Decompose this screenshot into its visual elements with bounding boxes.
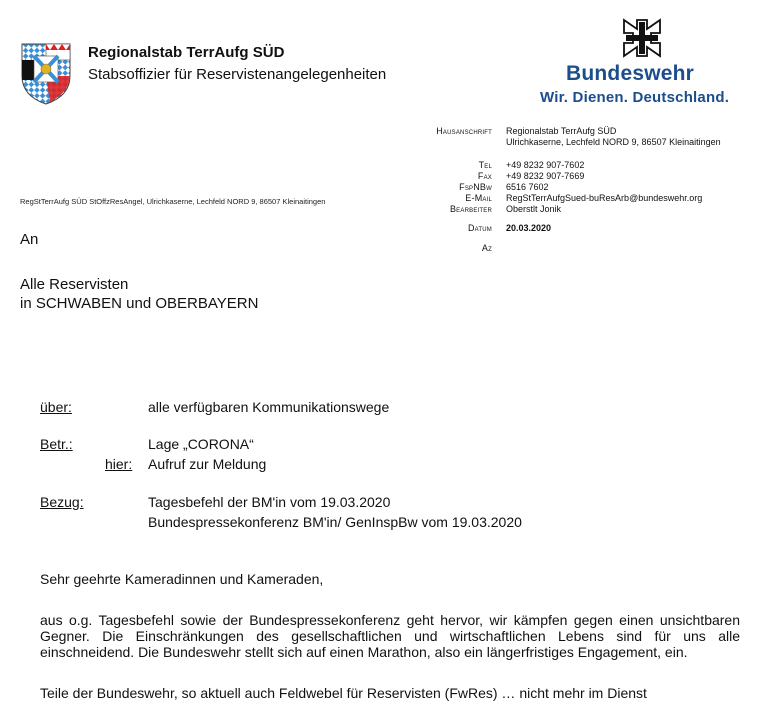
tel-label: Tel: [478, 160, 492, 170]
az-label: Az: [481, 243, 492, 253]
addressee-prefix: An: [20, 231, 39, 248]
bearbeiter-value: Oberstlt Jonik: [506, 204, 562, 214]
fax-value: +49 8232 907-7669: [506, 171, 585, 181]
hier-label: hier:: [105, 456, 133, 472]
iron-cross-icon: [620, 16, 664, 60]
hausanschrift-line-2: Ulrichkaserne, Lechfeld NORD 9, 86507 Kleinaitingen: [506, 137, 721, 147]
hausanschrift-line-1: Regionalstab TerrAufg SÜD: [506, 126, 617, 136]
addressee-line-1: Alle Reservisten: [20, 276, 129, 293]
sender-address-line: RegStTerrAufg SÜD StOffzResAngel, Ulrichkaserne, Lechfeld NORD 9, 86507 Kleinaitingen: [20, 197, 326, 206]
brand-slogan: Wir. Dienen. Deutschland.: [540, 89, 730, 106]
betr-label: Betr.:: [40, 436, 73, 452]
organization-subtitle: Stabsoffizier für Reservistenangelegenheiten: [88, 66, 387, 83]
ueber-value: alle verfügbaren Kommunikationswege: [148, 399, 390, 415]
bezug-label: Bezug:: [40, 494, 84, 510]
brand-name: Bundeswehr: [566, 62, 695, 85]
tel-value: +49 8232 907-7602: [506, 160, 585, 170]
email-label: E-Mail: [465, 193, 492, 203]
bearbeiter-label: Bearbeiter: [449, 204, 492, 214]
organization-title: Regionalstab TerrAufg SÜD: [88, 44, 285, 61]
addressee-line-2: in SCHWABEN und OBERBAYERN: [20, 295, 259, 312]
addressee-block: [20, 275, 258, 313]
bezug-line-2: Bundespressekonferenz BM'in/ GenInspBw vom 19.03.2020: [148, 514, 522, 530]
bezug-line-1: Tagesbefehl der BM'in vom 19.03.2020: [148, 494, 391, 510]
datum-label: Datum: [467, 223, 492, 233]
fspnbw-label: FspNBw: [459, 182, 492, 192]
ueber-label: über:: [40, 399, 72, 415]
body-paragraph-2: Teile der Bundeswehr, so aktuell auch Feldwebel für Reservisten (FwRes) … nicht mehr im Dienst: [40, 685, 647, 701]
betr-value: Lage „CORONA“: [148, 436, 254, 452]
body-paragraph-1: aus o.g. Tagesbefehl sowie der Bundespressekonferenz geht hervor, wir kämpfen gegen einen unsichtbaren Gegner. Die Einschränkungen des gesellschaftlichen und wirtschaftlichen Lebens sind für uns alle einschneidend. Die Bundeswehr stellt sich auf einen Marathon, also ein längerfristiges Engagement, ein.: [40, 612, 740, 660]
salutation: Sehr geehrte Kameradinnen und Kameraden,: [40, 571, 324, 587]
fax-label: Fax: [477, 171, 492, 181]
hausanschrift-label: Hausanschrift: [436, 126, 492, 136]
bavaria-coat-of-arms-icon: [20, 42, 72, 106]
letterhead-info-block: [380, 126, 721, 254]
datum-value: 20.03.2020: [506, 223, 552, 233]
fspnbw-value: 6516 7602: [506, 182, 549, 192]
email-value: RegStTerrAufgSued-buResArb@bundeswehr.org: [506, 193, 703, 203]
hier-value: Aufruf zur Meldung: [148, 456, 267, 472]
